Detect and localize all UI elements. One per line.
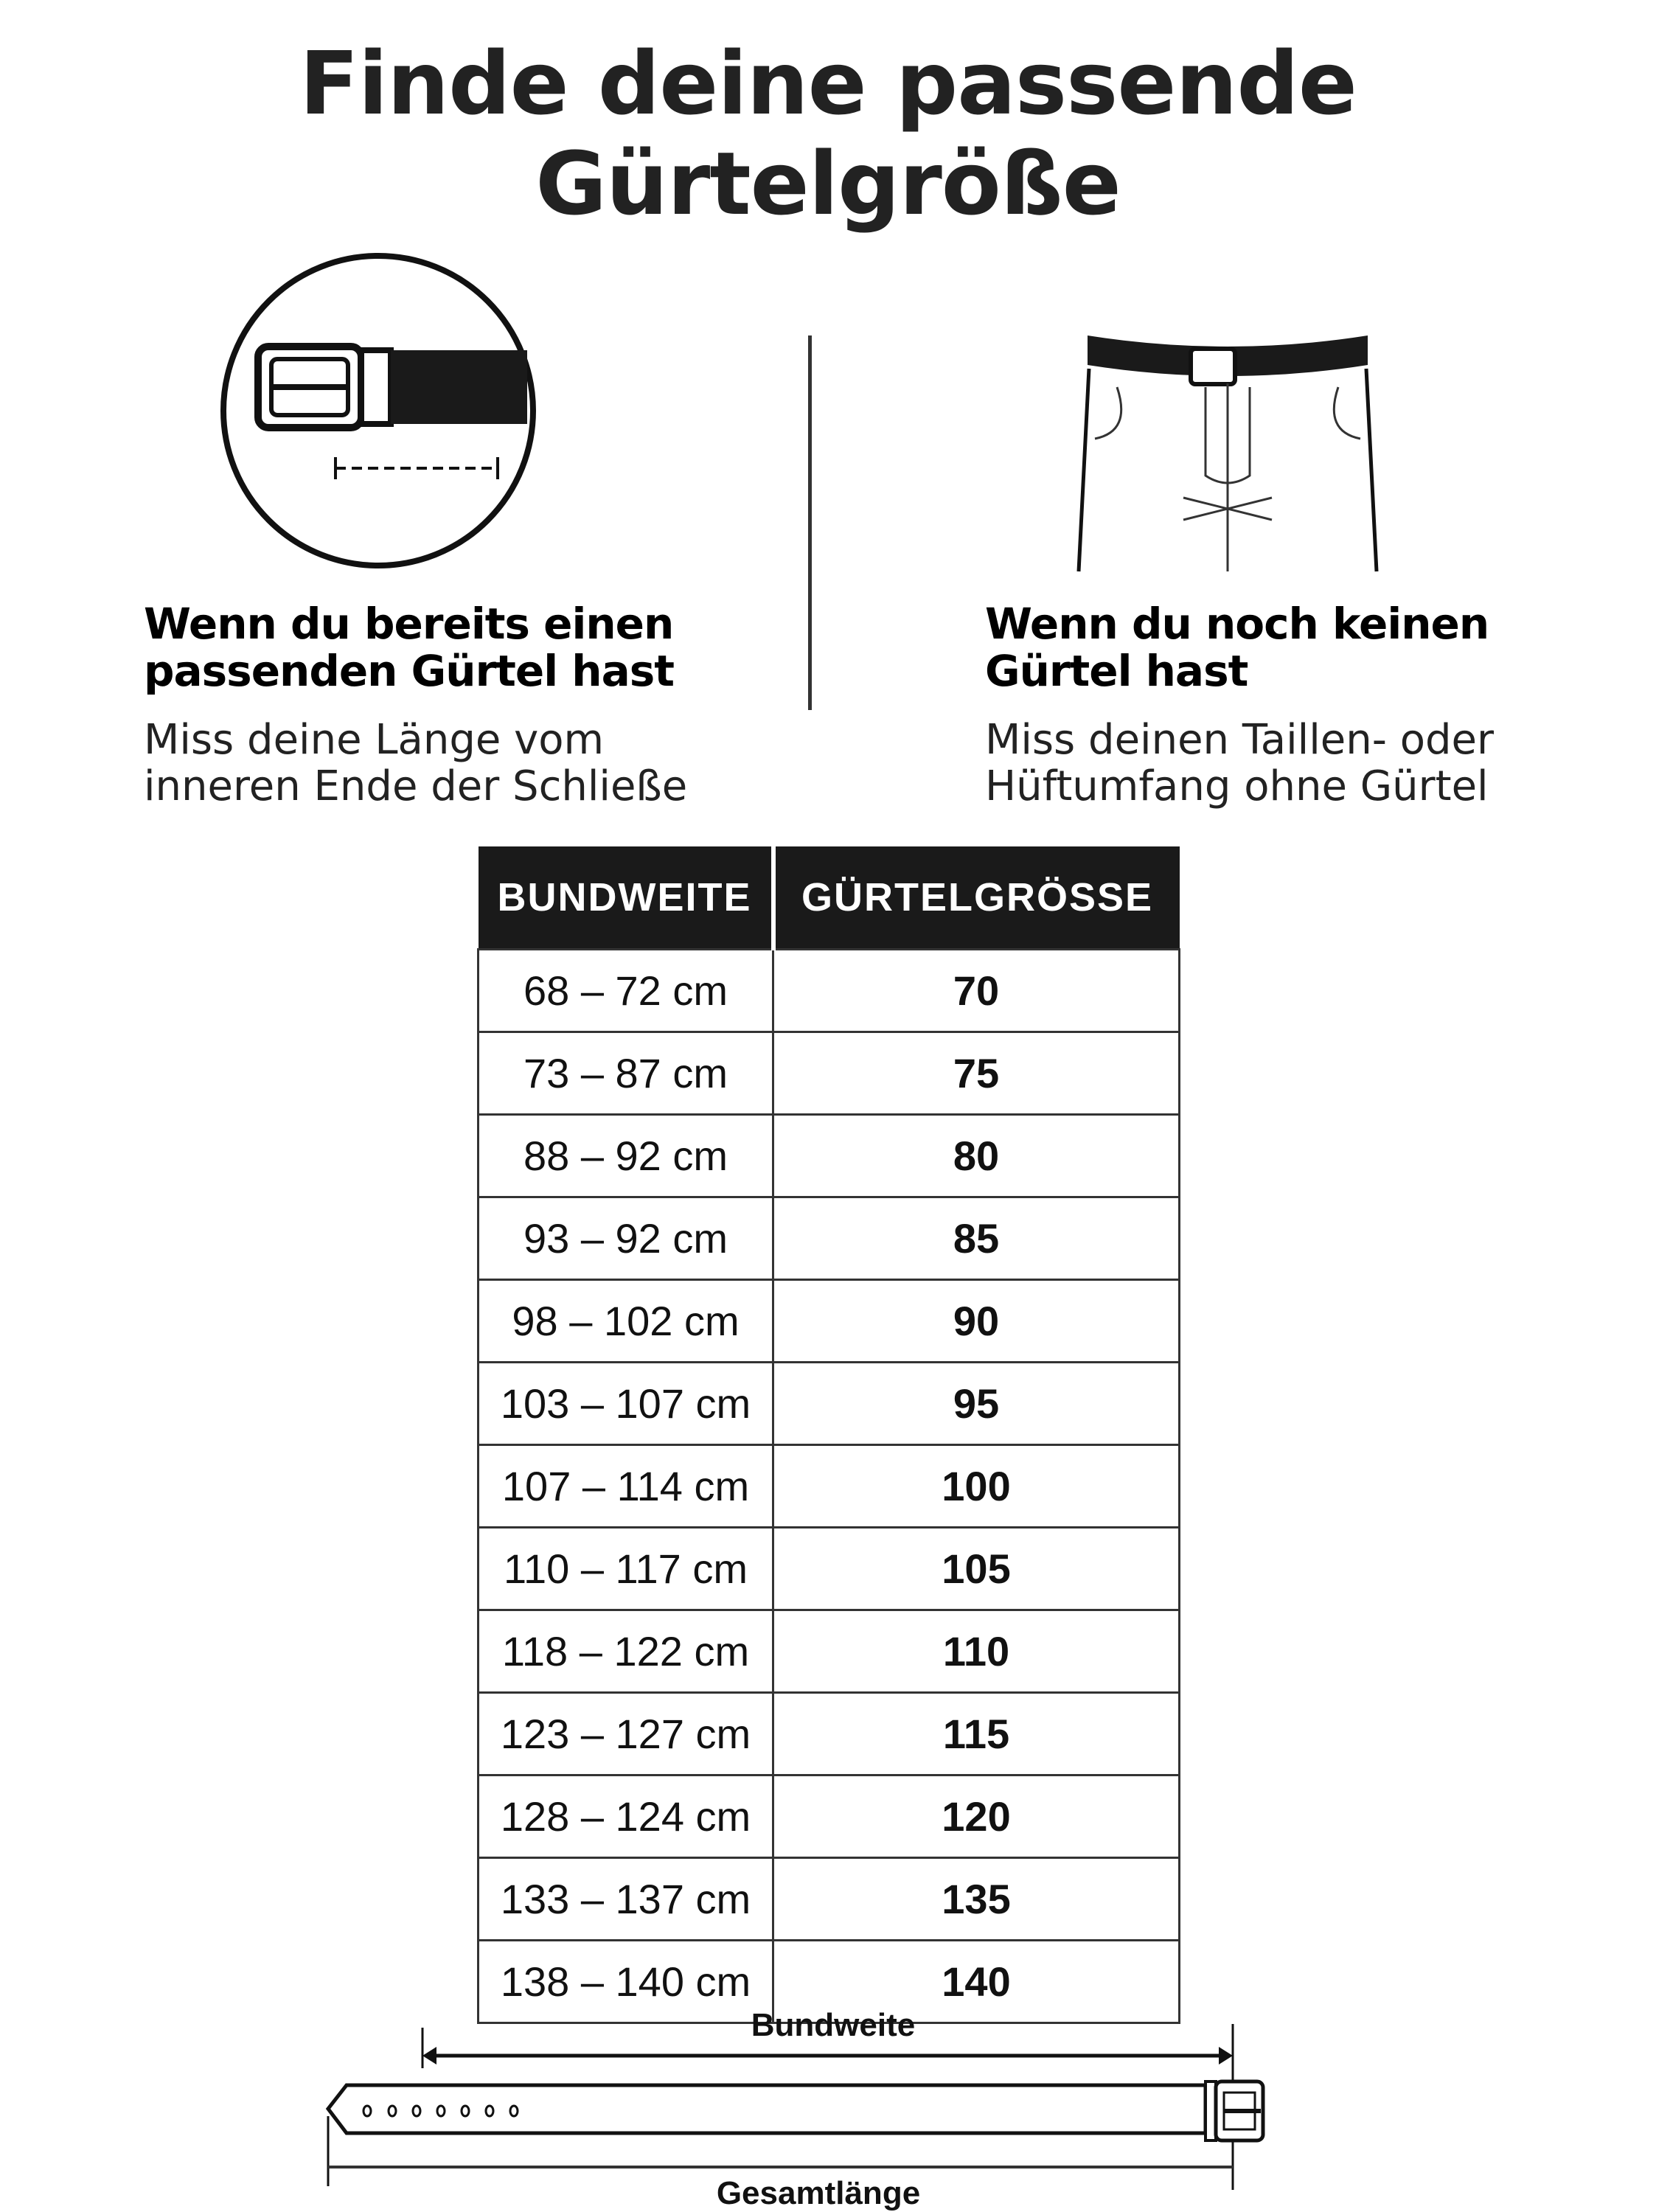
guertelgroesse-cell: 115 (773, 1693, 1180, 1775)
bundweite-cell: 98 – 102 cm (479, 1280, 773, 1363)
bundweite-cell: 73 – 87 cm (479, 1032, 773, 1115)
bundweite-cell: 103 – 107 cm (479, 1363, 773, 1445)
page-title-line2: Gürtelgröße (535, 133, 1121, 234)
section-divider (808, 335, 812, 710)
gesamtlaenge-label: Gesamtlänge (716, 2175, 921, 2211)
guertelgroesse-cell: 140 (773, 1941, 1180, 2023)
table-row (479, 1610, 1180, 1693)
left-desc-line2: inneren Ende der Schließe (144, 762, 688, 810)
bundweite-cell: 123 – 127 cm (479, 1693, 773, 1775)
guertelgroesse-cell: 110 (773, 1610, 1180, 1693)
table-row (479, 950, 1180, 1032)
table-row (479, 1693, 1180, 1775)
belt-buckle-measure-illustration (214, 247, 546, 579)
bundweite-cell: 68 – 72 cm (479, 950, 773, 1032)
guertelgroesse-cell: 75 (773, 1032, 1180, 1115)
guertelgroesse-cell: 105 (773, 1528, 1180, 1610)
column-header-bundweite: BUNDWEITE (479, 846, 773, 950)
bundweite-cell: 128 – 124 cm (479, 1775, 773, 1858)
right-desc-line1: Miss deinen Taillen- oder (985, 716, 1494, 764)
guertelgroesse-cell: 80 (773, 1115, 1180, 1197)
bundweite-cell: 118 – 122 cm (479, 1610, 773, 1693)
table-row (479, 1775, 1180, 1858)
bundweite-label: Bundweite (751, 2007, 916, 2043)
guertelgroesse-cell: 90 (773, 1280, 1180, 1363)
right-desc-line2: Hüftumfang ohne Gürtel (985, 762, 1489, 810)
table-row (479, 1858, 1180, 1941)
right-heading-line1: Wenn du noch keinen (985, 599, 1489, 649)
bundweite-cell: 107 – 114 cm (479, 1445, 773, 1528)
size-chart-table (477, 846, 1180, 2024)
guertelgroesse-cell: 135 (773, 1858, 1180, 1941)
table-row (479, 1032, 1180, 1115)
bundweite-cell: 110 – 117 cm (479, 1528, 773, 1610)
bundweite-cell: 133 – 137 cm (479, 1858, 773, 1941)
left-heading-line2: passenden Gürtel hast (144, 646, 674, 696)
guertelgroesse-cell: 70 (773, 950, 1180, 1032)
bundweite-cell: 93 – 92 cm (479, 1197, 773, 1280)
bundweite-cell: 138 – 140 cm (479, 1941, 773, 2023)
guertelgroesse-cell: 100 (773, 1445, 1180, 1528)
table-header-row (479, 846, 1180, 950)
left-desc-line1: Miss deine Länge vom (144, 716, 605, 764)
bundweite-cell: 88 – 92 cm (479, 1115, 773, 1197)
table-row (479, 1363, 1180, 1445)
table-row (479, 1115, 1180, 1197)
table-row (479, 1528, 1180, 1610)
guertelgroesse-cell: 95 (773, 1363, 1180, 1445)
page-title-line1: Finde deine passende (299, 32, 1357, 134)
table-row (479, 1197, 1180, 1280)
guertelgroesse-cell: 120 (773, 1775, 1180, 1858)
left-heading-line1: Wenn du bereits einen (144, 599, 674, 649)
guertelgroesse-cell: 85 (773, 1197, 1180, 1280)
table-row (479, 1445, 1180, 1528)
right-heading-line2: Gürtel hast (985, 646, 1248, 696)
table-row (479, 1280, 1180, 1363)
column-header-guertelgroesse: GÜRTELGRÖSSE (773, 846, 1180, 950)
pants-with-belt-illustration (1073, 328, 1397, 579)
